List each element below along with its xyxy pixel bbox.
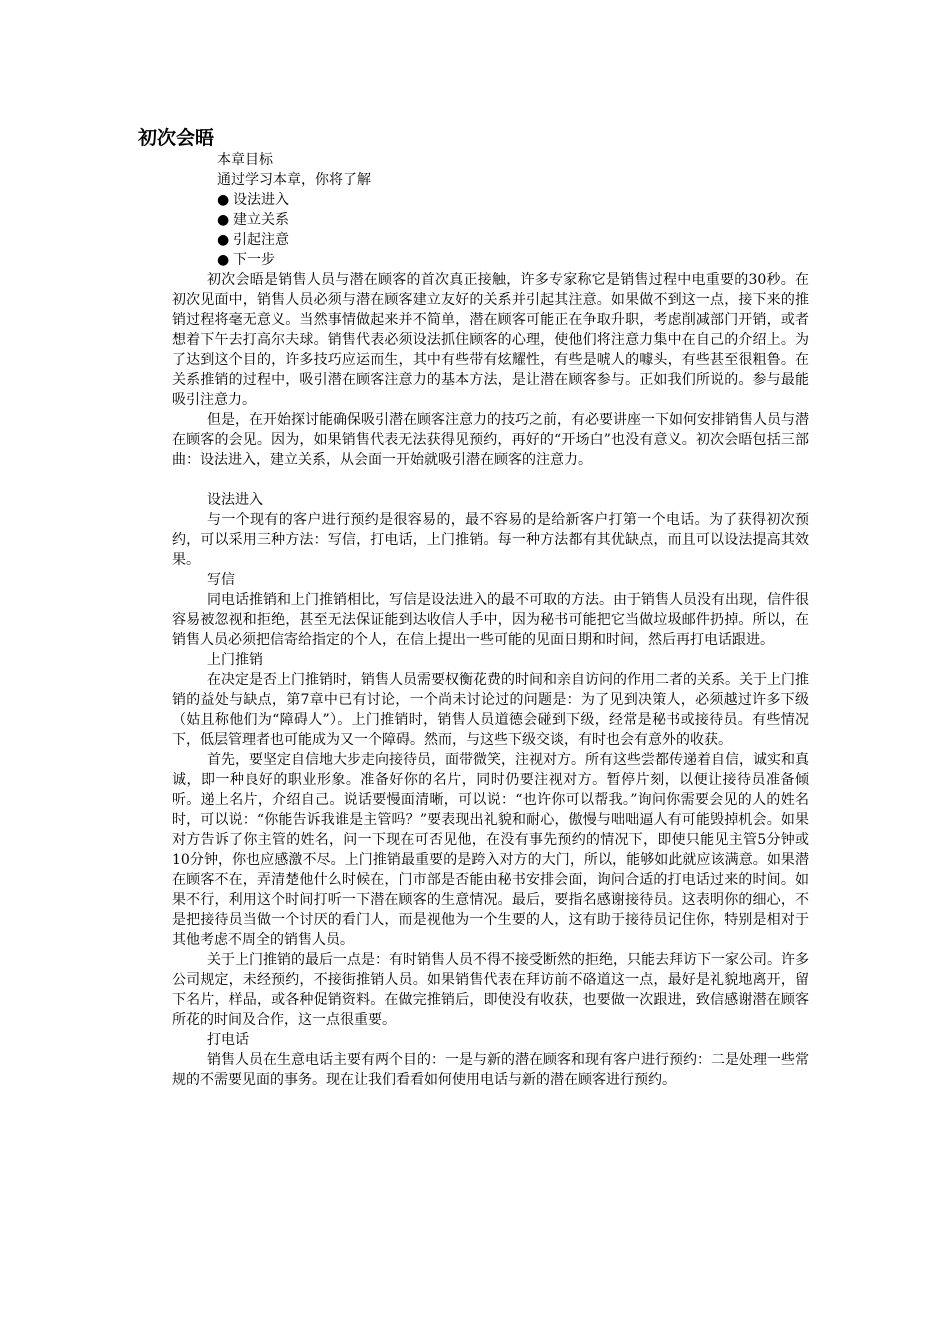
bullet-icon: ●	[217, 212, 230, 228]
bullet-icon: ●	[217, 232, 230, 248]
paragraph: 但是，在开始探讨能确保吸引潜在顾客注意力的技巧之前，有必要讲座一下如何安排销售人员与潜在顾客的会见。因为，如果销售代表无法获得见预约，再好的“开场白”也没有意义。初次会晤包括三部曲：设法进入，建立关系，从会面一开始就吸引潜在顾客的注意力。	[172, 412, 809, 468]
objectives-list	[217, 190, 289, 270]
section-heading: 上门推销	[207, 652, 263, 668]
list-item	[217, 250, 289, 270]
list-item	[217, 230, 289, 250]
bullet-icon: ●	[217, 192, 230, 208]
list-item	[217, 190, 289, 210]
section-heading: 设法进入	[207, 492, 263, 508]
body-text	[172, 270, 809, 1090]
paragraph: 初次会晤是销售人员与潜在顾客的首次真正接触，许多专家称它是销售过程中电重要的30秒。在初次见面中，销售人员必须与潜在顾客建立友好的关系并引起其注意。如果做不到这一点，接下来的推销过程将毫无意义。当然事情做起来并不简单，潜在顾客可能正在争取升职，考虑削减部门开销，或者想着下午去打高尔夫球。销售代表必须设法抓住顾客的心理，使他们将注意力集中在自己的介绍上。为了达到这个目的，许多技巧应运而生，其中有些带有炫耀性，有些是唬人的噱头，有些甚至很粗鲁。在关系推销的过程中，吸引潜在顾客注意力的基本方法，是让潜在顾客参与。正如我们所说的。参与最能吸引注意力。	[172, 272, 809, 408]
paragraph: 与一个现有的客户进行预约是很容易的，最不容易的是给新客户打第一个电话。为了获得初次预约，可以采用三种方法：写信，打电话，上门推销。每一种方法都有其优缺点，而且可以设法提高其效果。	[172, 512, 809, 568]
list-item-label: 设法进入	[233, 192, 289, 208]
chapter-goal-label: 本章目标	[217, 152, 273, 168]
blank-line	[172, 470, 809, 490]
section-heading: 打电话	[207, 1032, 249, 1048]
paragraph: 在决定是否上门推销时，销售人员需要权衡花费的时间和亲自访问的作用二者的关系。关于上门推销的益处与缺点，第7章中已有讨论，一个尚未讨论过的问题是：为了见到决策人，必须越过许多下级（姑且称他们为“障碍人”）。上门推销时，销售人员道德会碰到下级，经常是秘书或接待员。有些情况下，低层管理者也可能成为又一个障碍。然而，与这些下级交谈，有时也会有意外的收获。	[172, 672, 809, 748]
paragraph: 关于上门推销的最后一点是：有时销售人员不得不接受断然的拒绝，只能去拜访下一家公司。许多公司规定，未经预约，不接街推销人员。如果销售代表在拜访前不硌道这一点，最好是礼貌地离开，留下名片，样品，或各种促销资料。在做完推销后，即使没有收获，也要做一次跟进，致信感谢潜在顾客所花的时间及合作，这一点很重要。	[172, 952, 809, 1028]
bullet-icon: ●	[217, 252, 230, 268]
list-item-label: 引起注意	[233, 232, 289, 248]
paragraph: 同电话推销和上门推销相比，写信是设法进入的最不可取的方法。由于销售人员没有出现，信件很容易被忽视和拒绝，甚至无法保证能到达收信人手中，因为秘书可能把它当做垃圾邮件扔掉。所以，在销售人员必须把信寄给指定的个人，在信上提出一些可能的见面日期和时间，然后再打电话跟进。	[172, 592, 809, 648]
paragraph: 销售人员在生意电话主要有两个目的：一是与新的潜在顾客和现有客户进行预约：二是处理一些常规的不需要见面的事务。现在让我们看看如何使用电话与新的潜在顾客进行预约。	[172, 1052, 809, 1088]
list-item-label: 下一步	[233, 252, 275, 268]
list-item	[217, 210, 289, 230]
list-item-label: 建立关系	[233, 212, 289, 228]
intro-line: 通过学习本章，你将了解	[217, 172, 371, 188]
paragraph: 首先，要坚定自信地大步走向接待员，面带微笑，注视对方。所有这些尝都传递着自信，诚实和真诚，即一种良好的职业形象。准备好你的名片，同时仍要注视对方。暂停片刻，以便让接待员准备倾听。递上名片，介绍自己。说话要慢面清晰，可以说：“也许你可以帮我。”询问你需要会见的人的姓名时，可以说：“你能告诉我谁是主管吗？”要表现出礼貌和耐心，傲慢与咄咄逼人有可能毁掉机会。如果对方告诉了你主管的姓名，问一下现在可否见他，在没有事先预约的情况下，即使只能见主管5分钟或10分钟，你也应感激不尽。上门推销最重要的是跨入对方的大门，所以，能够如此就应该满意。如果潜在顾客不在，弄清楚他什么时候在，门市部是否能由秘书安排会面，询问合适的打电话过来的时间。如果不行，利用这个时间打听一下潜在顾客的生意情况。最后，要指名感谢接待员。这表明你的细心，不是把接待员当做一个讨厌的看门人，而是视他为一个生要的人，这有助于接待员记住你，特别是相对于其他考虑不周全的销售人员。	[172, 752, 809, 948]
section-heading: 写信	[207, 572, 235, 588]
page-title: 初次会晤	[138, 127, 215, 149]
